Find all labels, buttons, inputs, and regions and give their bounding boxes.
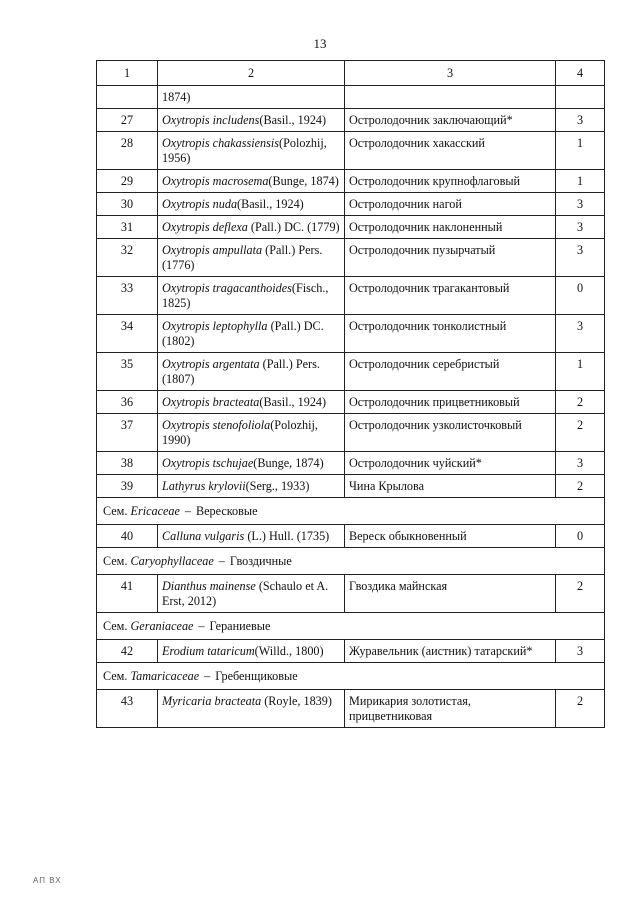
- russian-name: Остролодочник прицветниковый: [345, 391, 556, 414]
- row-number: [97, 86, 158, 109]
- species-epithet: tragacanthoides: [212, 281, 292, 295]
- category: 3: [556, 315, 605, 353]
- latin-name: [158, 277, 345, 315]
- author-citation: (Polozhij, 1956): [162, 136, 327, 165]
- author-citation: (Bunge, 1874): [253, 456, 324, 470]
- row-number: 30: [97, 193, 158, 216]
- family-prefix: Сем.: [103, 619, 128, 633]
- species-table: [96, 60, 605, 728]
- latin-name: [158, 216, 345, 239]
- row-number: 41: [97, 575, 158, 613]
- table-row: [97, 132, 605, 170]
- author-citation: (Royle, 1839): [261, 694, 332, 708]
- author-citation: (Polozhij, 1990): [162, 418, 318, 447]
- author-citation: (Basil., 1924): [259, 395, 327, 409]
- species-epithet: vulgaris: [204, 529, 245, 543]
- genus: Oxytropis: [162, 319, 210, 333]
- table-row: [97, 239, 605, 277]
- family-russian: Гвоздичные: [229, 554, 292, 568]
- table-row: [97, 193, 605, 216]
- table-row: [97, 170, 605, 193]
- category: 3: [556, 452, 605, 475]
- category: 1: [556, 353, 605, 391]
- family-row: [97, 548, 605, 575]
- row-number: 33: [97, 277, 158, 315]
- russian-name: Вереск обыкновенный: [345, 525, 556, 548]
- column-header-1: 1: [97, 61, 158, 86]
- russian-name: Остролодочник серебристый: [345, 353, 556, 391]
- table-row: [97, 216, 605, 239]
- species-epithet: stenofoliola: [212, 418, 271, 432]
- author-citation: (Pall.) DC. (1802): [162, 319, 324, 348]
- page-number: 13: [313, 36, 327, 51]
- table-row: [97, 277, 605, 315]
- table-row: [97, 414, 605, 452]
- species-epithet: mainense: [209, 579, 256, 593]
- family-russian: Гераниевые: [209, 619, 271, 633]
- genus: Oxytropis: [162, 197, 210, 211]
- russian-name: Остролодочник наклоненный: [345, 216, 556, 239]
- category: 2: [556, 391, 605, 414]
- family-prefix: Сем.: [103, 504, 128, 518]
- column-header-3: 3: [345, 61, 556, 86]
- latin-name: [158, 353, 345, 391]
- table-row: [97, 109, 605, 132]
- russian-name: Гвоздика майнская: [345, 575, 556, 613]
- species-epithet: krylovii: [208, 479, 246, 493]
- row-number: 39: [97, 475, 158, 498]
- category: 3: [556, 109, 605, 132]
- row-number: 27: [97, 109, 158, 132]
- column-header-2: 2: [158, 61, 345, 86]
- latin-name: [158, 391, 345, 414]
- table-row: [97, 525, 605, 548]
- row-number: 34: [97, 315, 158, 353]
- author-citation: (Pall.) Pers. (1807): [162, 357, 320, 386]
- category: 1: [556, 132, 605, 170]
- genus: Oxytropis: [162, 174, 210, 188]
- author-citation: (Bunge, 1874): [268, 174, 339, 188]
- family-dash: –: [198, 619, 205, 633]
- table-header-row: [97, 61, 605, 86]
- row-number: 31: [97, 216, 158, 239]
- row-number: 35: [97, 353, 158, 391]
- russian-name: Остролодочник нагой: [345, 193, 556, 216]
- genus: Dianthus: [162, 579, 207, 593]
- row-number: 37: [97, 414, 158, 452]
- family-heading: [97, 613, 605, 640]
- row-number: 29: [97, 170, 158, 193]
- category: 2: [556, 475, 605, 498]
- row-number: 40: [97, 525, 158, 548]
- table-row: [97, 353, 605, 391]
- species-epithet: bracteata: [214, 694, 262, 708]
- category: 1: [556, 170, 605, 193]
- species-epithet: nuda: [212, 197, 238, 211]
- family-latin: Ericaceae: [130, 504, 180, 518]
- author-citation: (L.) Hull. (1735): [244, 529, 330, 543]
- category: 3: [556, 640, 605, 663]
- row-number: 36: [97, 391, 158, 414]
- category: 3: [556, 193, 605, 216]
- genus: Calluna: [162, 529, 202, 543]
- russian-name: Остролодочник тонколистный: [345, 315, 556, 353]
- latin-name: [158, 132, 345, 170]
- family-heading: [97, 663, 605, 690]
- family-heading: [97, 548, 605, 575]
- table-row: [97, 475, 605, 498]
- genus: Lathyrus: [162, 479, 206, 493]
- table-row: [97, 690, 605, 728]
- family-prefix: Сем.: [103, 554, 128, 568]
- category: 3: [556, 239, 605, 277]
- latin-name: [158, 640, 345, 663]
- russian-name: Остролодочник узколисточковый: [345, 414, 556, 452]
- author-citation: (Basil., 1924): [259, 113, 327, 127]
- genus: Oxytropis: [162, 136, 210, 150]
- family-latin: Tamaricaceae: [130, 669, 200, 683]
- footer-mark: АП ВХ: [33, 876, 62, 885]
- russian-name: Остролодочник заключающий*: [345, 109, 556, 132]
- genus: Oxytropis: [162, 418, 210, 432]
- russian-name: Остролодочник трагакантовый: [345, 277, 556, 315]
- species-epithet: includens: [212, 113, 260, 127]
- category: 0: [556, 525, 605, 548]
- table-row: [97, 452, 605, 475]
- table-row: [97, 391, 605, 414]
- author-citation: (Willd., 1800): [254, 644, 324, 658]
- table-row: [97, 640, 605, 663]
- genus: Oxytropis: [162, 243, 210, 257]
- row-number: 43: [97, 690, 158, 728]
- genus: Oxytropis: [162, 281, 210, 295]
- row-number: 28: [97, 132, 158, 170]
- genus: Erodium: [162, 644, 205, 658]
- table-row: [97, 575, 605, 613]
- russian-name: Остролодочник пузырчатый: [345, 239, 556, 277]
- category: 3: [556, 216, 605, 239]
- latin-name: [158, 315, 345, 353]
- latin-name: [158, 109, 345, 132]
- family-russian: Вересковые: [196, 504, 258, 518]
- latin-name: [158, 525, 345, 548]
- row-number: 38: [97, 452, 158, 475]
- row-number: 42: [97, 640, 158, 663]
- family-dash: –: [204, 669, 211, 683]
- russian-name: Остролодочник чуйский*: [345, 452, 556, 475]
- family-row: [97, 663, 605, 690]
- author-citation: (Pall.) DC. (1779): [247, 220, 340, 234]
- author-citation: (Serg., 1933): [245, 479, 310, 493]
- species-epithet: tataricum: [207, 644, 255, 658]
- russian-name: Остролодочник хакасский: [345, 132, 556, 170]
- table-row: [97, 315, 605, 353]
- category: 2: [556, 575, 605, 613]
- row-number: 32: [97, 239, 158, 277]
- category: [556, 86, 605, 109]
- russian-name: [345, 86, 556, 109]
- author-citation: (Basil., 1924): [237, 197, 304, 211]
- latin-name: [158, 452, 345, 475]
- family-latin: Caryophyllaceae: [130, 554, 214, 568]
- latin-name: [158, 690, 345, 728]
- latin-name: [158, 239, 345, 277]
- author-citation: (Fisch., 1825): [162, 281, 329, 310]
- family-dash: –: [184, 504, 191, 518]
- genus: Oxytropis: [162, 395, 210, 409]
- latin-name: [158, 170, 345, 193]
- family-latin: Geraniaceae: [130, 619, 194, 633]
- genus: Oxytropis: [162, 456, 210, 470]
- russian-name: Журавельник (аистник) татарский*: [345, 640, 556, 663]
- russian-name: Мирикария золотистая, прицветниковая: [345, 690, 556, 728]
- category: 0: [556, 277, 605, 315]
- latin-name: 1874): [158, 86, 345, 109]
- continuation-row: [97, 86, 605, 109]
- category: 2: [556, 690, 605, 728]
- genus: Oxytropis: [162, 113, 210, 127]
- category: 2: [556, 414, 605, 452]
- family-row: [97, 613, 605, 640]
- family-russian: Гребенщиковые: [215, 669, 298, 683]
- species-epithet: macrosema: [212, 174, 269, 188]
- latin-name: [158, 414, 345, 452]
- species-epithet: chakassiensis: [212, 136, 280, 150]
- species-epithet: tschujae: [212, 456, 254, 470]
- family-prefix: Сем.: [103, 669, 128, 683]
- family-heading: [97, 498, 605, 525]
- species-epithet: deflexa: [212, 220, 248, 234]
- family-row: [97, 498, 605, 525]
- latin-name: [158, 193, 345, 216]
- russian-name: Чина Крылова: [345, 475, 556, 498]
- species-epithet: leptophylla: [212, 319, 268, 333]
- species-epithet: argentata: [212, 357, 260, 371]
- russian-name: Остролодочник крупнофлаговый: [345, 170, 556, 193]
- genus: Myricaria: [162, 694, 212, 708]
- latin-name: [158, 475, 345, 498]
- genus: Oxytropis: [162, 357, 210, 371]
- column-header-4: 4: [556, 61, 605, 86]
- genus: Oxytropis: [162, 220, 210, 234]
- author-citation: (Pall.) Pers. (1776): [162, 243, 323, 272]
- latin-name: [158, 575, 345, 613]
- author-citation: (Schaulo et A. Erst, 2012): [162, 579, 329, 608]
- species-epithet: ampullata: [212, 243, 263, 257]
- species-epithet: bracteata: [212, 395, 260, 409]
- family-dash: –: [218, 554, 225, 568]
